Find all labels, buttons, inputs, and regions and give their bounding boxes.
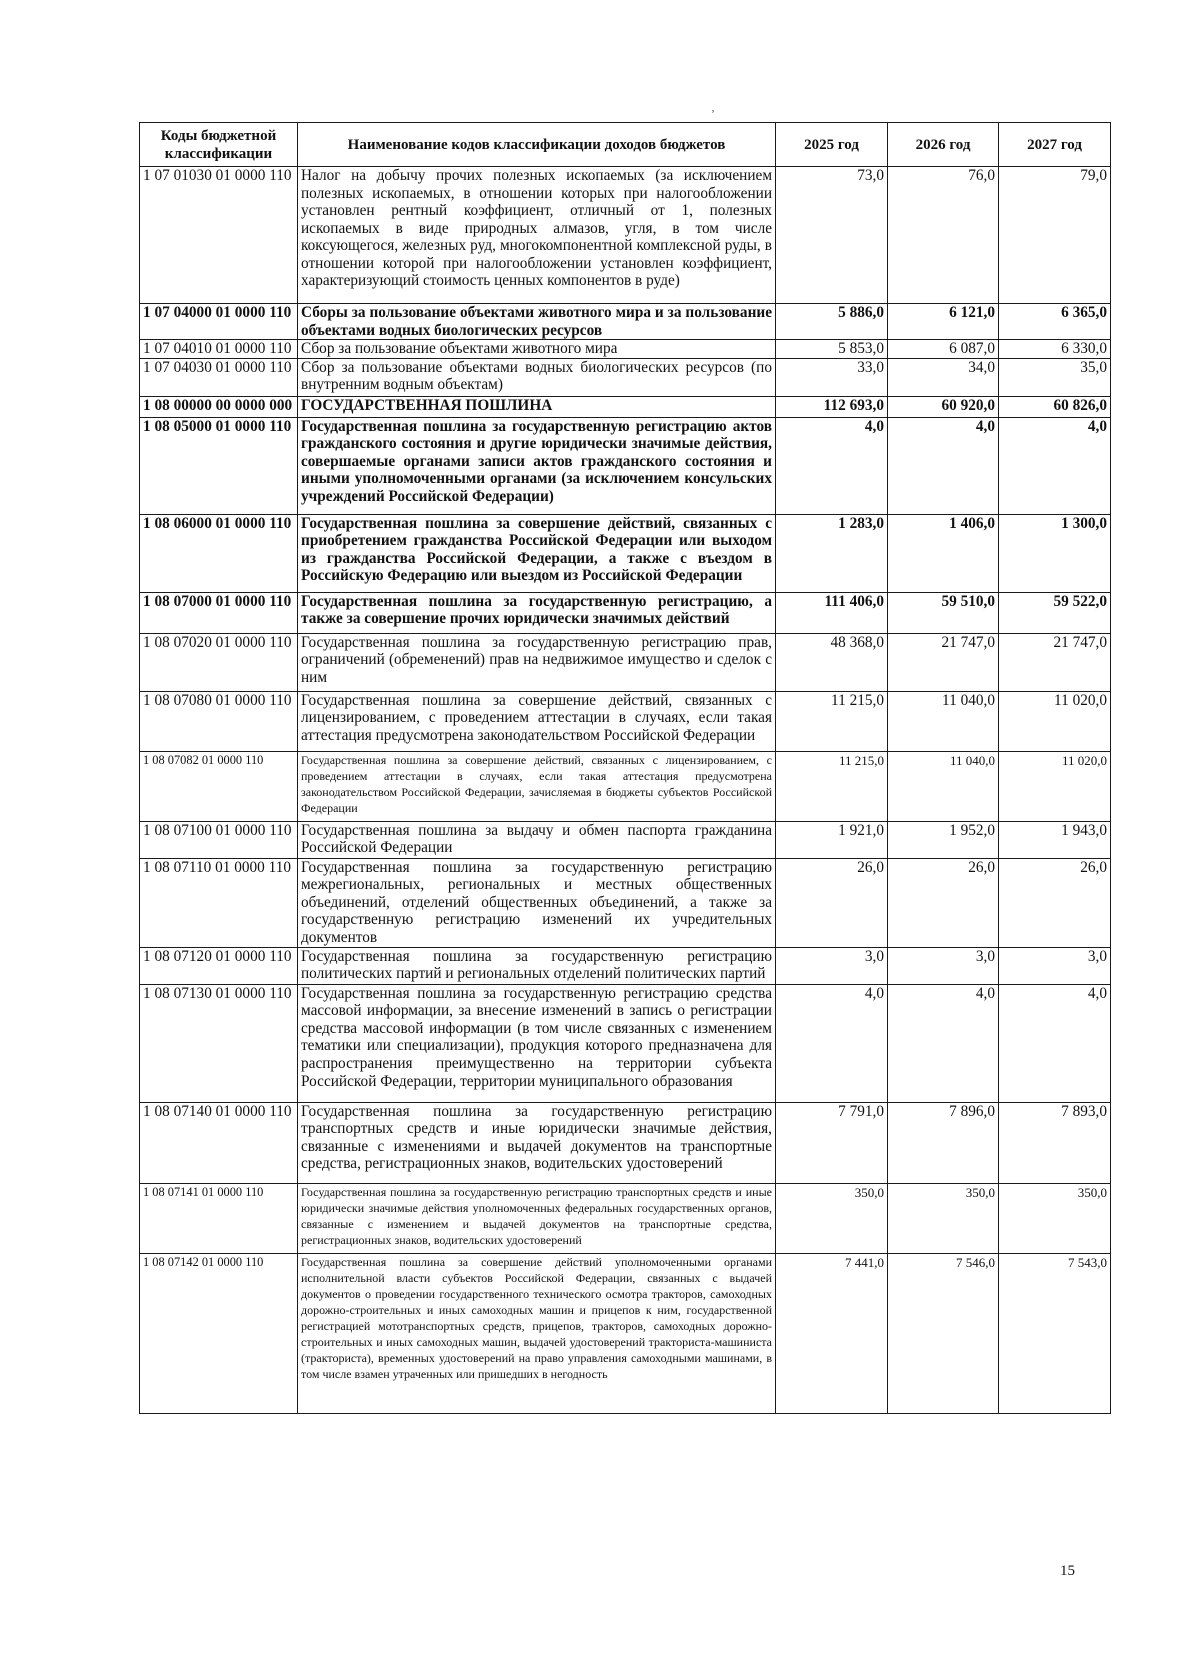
- row-value-2026: 26,0: [888, 858, 999, 947]
- table-row: [140, 858, 1111, 947]
- row-value-2027: 11 020,0: [999, 691, 1111, 751]
- row-code: 1 07 04000 01 0000 110: [140, 304, 298, 340]
- row-value-2025: 4,0: [776, 984, 888, 1102]
- row-value-2027: 26,0: [999, 858, 1111, 947]
- row-value-2027: 1 943,0: [999, 821, 1111, 858]
- table-row: [140, 1183, 1111, 1253]
- row-value-2026: 350,0: [888, 1183, 999, 1253]
- row-value-2027: 3,0: [999, 947, 1111, 984]
- header-name: Наименование кодов классификации доходов бюджетов: [298, 123, 776, 167]
- budget-revenue-table: [139, 122, 1111, 1414]
- row-name: Государственная пошлина за государственную регистрацию транспортных средств и иные юридически значимые действия уполномоченных федеральных государственных органов, связанные с изменением и выдачей документов на транспортные средства, регистрационных знаков, водительских удостоверений: [298, 1183, 776, 1253]
- row-name: Государственная пошлина за государственную регистрацию средства массовой информации, за внесение изменений в запись о регистрации средства массовой информации (в том числе связанных с изменением тематики или специализации), продукция которого предназначена для распространения преимущественно на территории субъекта Российской Федерации, территории муниципального образования: [298, 984, 776, 1102]
- row-value-2027: 35,0: [999, 358, 1111, 396]
- row-name: Государственная пошлина за государственную регистрацию, а также за совершение прочих юридически значимых действий: [298, 592, 776, 633]
- row-value-2026: 1 952,0: [888, 821, 999, 858]
- row-value-2026: 1 406,0: [888, 514, 999, 592]
- row-name: Сбор за пользование объектами животного мира: [298, 340, 776, 359]
- table-row: [140, 984, 1111, 1102]
- row-value-2026: 6 087,0: [888, 340, 999, 359]
- row-code: 1 08 07100 01 0000 110: [140, 821, 298, 858]
- row-value-2025: 3,0: [776, 947, 888, 984]
- row-code: 1 08 07082 01 0000 110: [140, 751, 298, 821]
- row-value-2027: 60 826,0: [999, 396, 1111, 417]
- header-code: Коды бюджетной классификации: [140, 123, 298, 167]
- row-code: 1 07 04010 01 0000 110: [140, 340, 298, 359]
- header-2025: 2025 год: [776, 123, 888, 167]
- row-name: Государственная пошлина за государственную регистрацию межрегиональных, региональных и местных общественных объединений, отделений общественных объединений, а также за государственную регистрацию изменений их учредительных документов: [298, 858, 776, 947]
- row-value-2025: 350,0: [776, 1183, 888, 1253]
- table-row: [140, 1102, 1111, 1183]
- scan-mark: ‚: [711, 100, 715, 114]
- row-name: Государственная пошлина за государственную регистрацию транспортных средств и иные юридически значимые действия, связанные с изменениями и выдачей документов на транспортные средства, регистрационных знаков, водительских удостоверений: [298, 1102, 776, 1183]
- row-name: Государственная пошлина за выдачу и обмен паспорта гражданина Российской Федерации: [298, 821, 776, 858]
- row-value-2025: 112 693,0: [776, 396, 888, 417]
- row-value-2025: 7 791,0: [776, 1102, 888, 1183]
- row-code: 1 08 05000 01 0000 110: [140, 417, 298, 514]
- row-code: 1 08 07130 01 0000 110: [140, 984, 298, 1102]
- row-code: 1 08 07000 01 0000 110: [140, 592, 298, 633]
- row-value-2026: 11 040,0: [888, 751, 999, 821]
- row-name: Налог на добычу прочих полезных ископаемых (за исключением полезных ископаемых, в отношении которых при налогообложении установлен рентный коэффициент, отличный от 1, полезных ископаемых в виде природных алмазов, угля, в том числе коксующегося, железных руд, многокомпонентной комплексной руды, в отношении которой при налогообложении установлен коэффициент, характеризующий стоимость ценных компонентов в руде): [298, 167, 776, 304]
- row-value-2025: 1 283,0: [776, 514, 888, 592]
- header-2027: 2027 год: [999, 123, 1111, 167]
- row-value-2026: 11 040,0: [888, 691, 999, 751]
- row-name: Сборы за пользование объектами животного мира и за пользование объектами водных биологических ресурсов: [298, 304, 776, 340]
- row-value-2025: 48 368,0: [776, 633, 888, 691]
- row-code: 1 08 07110 01 0000 110: [140, 858, 298, 947]
- row-value-2025: 73,0: [776, 167, 888, 304]
- row-value-2026: 59 510,0: [888, 592, 999, 633]
- row-code: 1 08 07142 01 0000 110: [140, 1253, 298, 1413]
- table-row: [140, 514, 1111, 592]
- row-value-2027: 6 330,0: [999, 340, 1111, 359]
- row-code: 1 08 06000 01 0000 110: [140, 514, 298, 592]
- row-value-2026: 4,0: [888, 984, 999, 1102]
- table-header-row: [140, 123, 1111, 167]
- row-name: Государственная пошлина за совершение действий уполномоченными органами исполнительной власти субъектов Российской Федерации, связанных с выдачей документов о проведении государственного технического осмотра тракторов, самоходных дорожно-строительных и иных самоходных машин и прицепов к ним, государственной регистрацией мототранспортных средств, прицепов, тракторов, самоходных дорожно-строительных и иных самоходных машин, выдачей удостоверений тракториста-машиниста (тракториста), временных удостоверений на право управления самоходными машинами, в том числе взамен утраченных или пришедших в негодность: [298, 1253, 776, 1413]
- row-code: 1 08 07120 01 0000 110: [140, 947, 298, 984]
- row-value-2025: 1 921,0: [776, 821, 888, 858]
- row-name: Сбор за пользование объектами водных биологических ресурсов (по внутренним водным объектам): [298, 358, 776, 396]
- row-name: Государственная пошлина за совершение действий, связанных с приобретением гражданства Российской Федерации или выходом из гражданства Российской Федерации, а также с въездом в Российскую Федерацию или выездом из Российской Федерации: [298, 514, 776, 592]
- row-name: Государственная пошлина за государственную регистрацию прав, ограничений (обременений) прав на недвижимое имущество и сделок с ним: [298, 633, 776, 691]
- row-value-2025: 7 441,0: [776, 1253, 888, 1413]
- row-value-2027: 6 365,0: [999, 304, 1111, 340]
- row-value-2027: 11 020,0: [999, 751, 1111, 821]
- row-code: 1 07 01030 01 0000 110: [140, 167, 298, 304]
- row-value-2025: 4,0: [776, 417, 888, 514]
- row-value-2025: 11 215,0: [776, 691, 888, 751]
- row-value-2025: 26,0: [776, 858, 888, 947]
- row-value-2025: 5 886,0: [776, 304, 888, 340]
- table-row: [140, 821, 1111, 858]
- table-row: [140, 691, 1111, 751]
- row-name: Государственная пошлина за совершение действий, связанных с лицензированием, с проведением аттестации в случаях, если такая аттестация предусмотрена законодательством Российской Федерации: [298, 691, 776, 751]
- row-value-2027: 1 300,0: [999, 514, 1111, 592]
- row-value-2027: 7 543,0: [999, 1253, 1111, 1413]
- row-value-2026: 7 896,0: [888, 1102, 999, 1183]
- table-row: [140, 417, 1111, 514]
- row-value-2027: 350,0: [999, 1183, 1111, 1253]
- header-2026: 2026 год: [888, 123, 999, 167]
- row-code: 1 08 07141 01 0000 110: [140, 1183, 298, 1253]
- row-value-2027: 79,0: [999, 167, 1111, 304]
- row-value-2026: 4,0: [888, 417, 999, 514]
- row-value-2026: 7 546,0: [888, 1253, 999, 1413]
- table-row: [140, 1253, 1111, 1413]
- row-code: 1 07 04030 01 0000 110: [140, 358, 298, 396]
- row-value-2026: 34,0: [888, 358, 999, 396]
- row-value-2027: 4,0: [999, 417, 1111, 514]
- table-row: [140, 633, 1111, 691]
- row-name: Государственная пошлина за государственную регистрацию актов гражданского состояния и другие юридически значимые действия, совершаемые органами записи актов гражданского состояния и иными уполномоченными органами (за исключением консульских учреждений Российской Федерации): [298, 417, 776, 514]
- row-value-2027: 21 747,0: [999, 633, 1111, 691]
- row-name: ГОСУДАРСТВЕННАЯ ПОШЛИНА: [298, 396, 776, 417]
- row-name: Государственная пошлина за совершение действий, связанных с лицензированием, с проведением аттестации в случаях, если такая аттестация предусмотрена законодательством Российской Федерации, зачисляемая в бюджеты субъектов Российской Федерации: [298, 751, 776, 821]
- row-value-2025: 5 853,0: [776, 340, 888, 359]
- table-row: [140, 947, 1111, 984]
- row-code: 1 08 00000 00 0000 000: [140, 396, 298, 417]
- table-row: [140, 396, 1111, 417]
- row-value-2027: 7 893,0: [999, 1102, 1111, 1183]
- row-value-2026: 6 121,0: [888, 304, 999, 340]
- row-value-2026: 76,0: [888, 167, 999, 304]
- row-value-2026: 60 920,0: [888, 396, 999, 417]
- row-value-2025: 11 215,0: [776, 751, 888, 821]
- row-code: 1 08 07080 01 0000 110: [140, 691, 298, 751]
- row-code: 1 08 07140 01 0000 110: [140, 1102, 298, 1183]
- row-code: 1 08 07020 01 0000 110: [140, 633, 298, 691]
- row-value-2027: 4,0: [999, 984, 1111, 1102]
- table-row: [140, 340, 1111, 359]
- table-row: [140, 167, 1111, 304]
- table-row: [140, 358, 1111, 396]
- row-name: Государственная пошлина за государственную регистрацию политических партий и региональных отделений политических партий: [298, 947, 776, 984]
- page-number: 15: [1060, 1563, 1075, 1579]
- row-value-2026: 3,0: [888, 947, 999, 984]
- row-value-2026: 21 747,0: [888, 633, 999, 691]
- table-row: [140, 304, 1111, 340]
- row-value-2025: 33,0: [776, 358, 888, 396]
- row-value-2027: 59 522,0: [999, 592, 1111, 633]
- row-value-2025: 111 406,0: [776, 592, 888, 633]
- table-row: [140, 751, 1111, 821]
- table-row: [140, 592, 1111, 633]
